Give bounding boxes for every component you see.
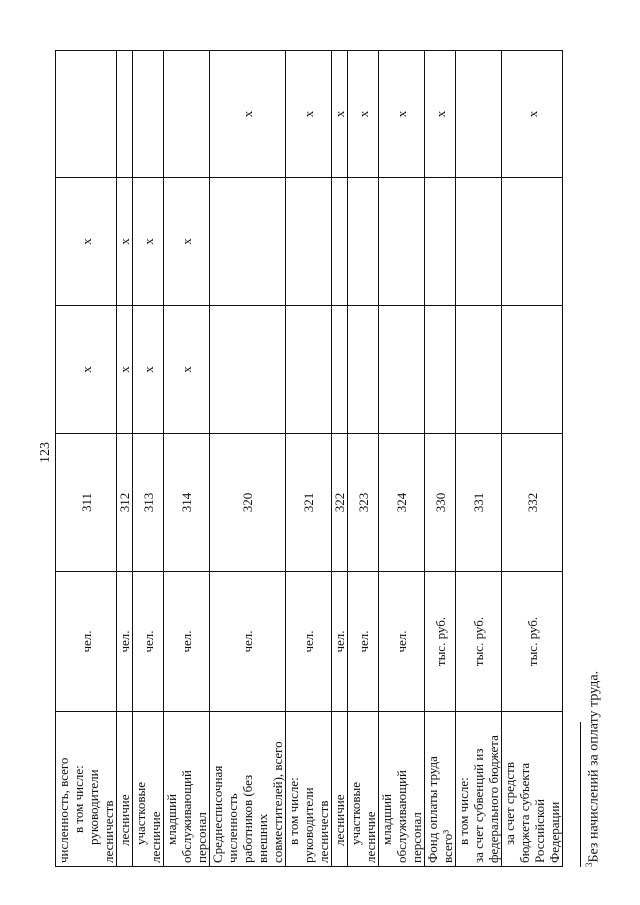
table-row xyxy=(133,51,164,867)
row-name-cell: младший обслуживающий персонал xyxy=(164,712,210,867)
footnote xyxy=(584,671,603,867)
value-cell xyxy=(379,178,425,306)
table-row xyxy=(117,51,133,867)
table-row xyxy=(425,51,456,867)
code-cell: 311 xyxy=(56,434,117,572)
value-cell: х xyxy=(210,51,286,178)
value-cell: х xyxy=(348,51,379,178)
unit-cell: чел. xyxy=(379,572,425,712)
table-row xyxy=(456,51,502,867)
page-number: 123 xyxy=(38,442,53,463)
value-cell xyxy=(164,51,210,178)
table-row xyxy=(502,51,563,867)
unit-cell: тыс. руб. xyxy=(425,572,456,712)
row-name-cell: лесничие xyxy=(117,712,133,867)
value-cell xyxy=(379,306,425,434)
table-row xyxy=(379,51,425,867)
table-row xyxy=(286,51,332,867)
value-cell xyxy=(332,306,348,434)
footnote-text: Без начислений за оплату труда. xyxy=(586,670,602,863)
value-cell: х xyxy=(56,178,117,306)
footnote-separator xyxy=(580,722,581,867)
value-cell xyxy=(348,178,379,306)
value-cell: х xyxy=(56,306,117,434)
code-cell: 314 xyxy=(164,434,210,572)
value-cell: х xyxy=(425,51,456,178)
unit-cell: чел. xyxy=(210,572,286,712)
unit-cell: чел. xyxy=(164,572,210,712)
table-row xyxy=(348,51,379,867)
value-cell: х xyxy=(286,51,332,178)
value-cell xyxy=(348,306,379,434)
table-row xyxy=(332,51,348,867)
value-cell xyxy=(502,306,563,434)
code-cell: 321 xyxy=(286,434,332,572)
unit-cell: чел. xyxy=(332,572,348,712)
value-cell: х xyxy=(117,306,133,434)
unit-cell: тыс. руб. xyxy=(456,572,502,712)
unit-cell: чел. xyxy=(56,572,117,712)
row-name-cell: лесничие xyxy=(332,712,348,867)
value-cell: х xyxy=(164,178,210,306)
value-cell: х xyxy=(133,306,164,434)
table-row xyxy=(164,51,210,867)
table-row xyxy=(210,51,286,867)
unit-cell: тыс. руб. xyxy=(502,572,563,712)
code-cell: 332 xyxy=(502,434,563,572)
value-cell: х xyxy=(133,178,164,306)
value-cell xyxy=(56,51,117,178)
value-cell: х xyxy=(502,51,563,178)
value-cell xyxy=(456,51,502,178)
code-cell: 313 xyxy=(133,434,164,572)
value-cell xyxy=(332,178,348,306)
value-cell xyxy=(502,178,563,306)
row-name-cell: в том числе: руководители лесничеств xyxy=(286,712,332,867)
code-cell: 324 xyxy=(379,434,425,572)
row-name-cell: участковые лесничие xyxy=(348,712,379,867)
value-cell xyxy=(456,178,502,306)
value-cell: х xyxy=(117,178,133,306)
unit-cell: чел. xyxy=(286,572,332,712)
code-cell: 323 xyxy=(348,434,379,572)
table-row xyxy=(56,51,117,867)
value-cell: х xyxy=(164,306,210,434)
row-name-cell: в том числе: за счет субвенций из федерального бюджета xyxy=(456,712,502,867)
row-name-cell: участковые лесничие xyxy=(133,712,164,867)
code-cell: 322 xyxy=(332,434,348,572)
code-cell: 330 xyxy=(425,434,456,572)
footnote-marker: 3 xyxy=(584,862,594,867)
value-cell xyxy=(210,306,286,434)
row-name-cell: Среднесписочная численность работников (без внешних совместителей), всего xyxy=(210,712,286,867)
value-cell xyxy=(133,51,164,178)
unit-cell: чел. xyxy=(117,572,133,712)
row-name-cell: Фонд оплаты труда всего³ xyxy=(425,712,456,867)
code-cell: 312 xyxy=(117,434,133,572)
value-cell xyxy=(286,178,332,306)
form-table xyxy=(55,50,563,867)
unit-cell: чел. xyxy=(133,572,164,712)
value-cell: х xyxy=(379,51,425,178)
value-cell xyxy=(210,178,286,306)
row-name-cell: численность, всего в том числе: руководители лесничеств xyxy=(56,712,117,867)
code-cell: 320 xyxy=(210,434,286,572)
row-name-cell: за счет средств бюджета субъекта Российской Федерации xyxy=(502,712,563,867)
value-cell xyxy=(286,306,332,434)
value-cell xyxy=(117,51,133,178)
row-name-cell: младший обслуживающий персонал xyxy=(379,712,425,867)
unit-cell: чел. xyxy=(348,572,379,712)
value-cell xyxy=(456,306,502,434)
value-cell xyxy=(425,178,456,306)
value-cell: х xyxy=(332,51,348,178)
value-cell xyxy=(425,306,456,434)
code-cell: 331 xyxy=(456,434,502,572)
